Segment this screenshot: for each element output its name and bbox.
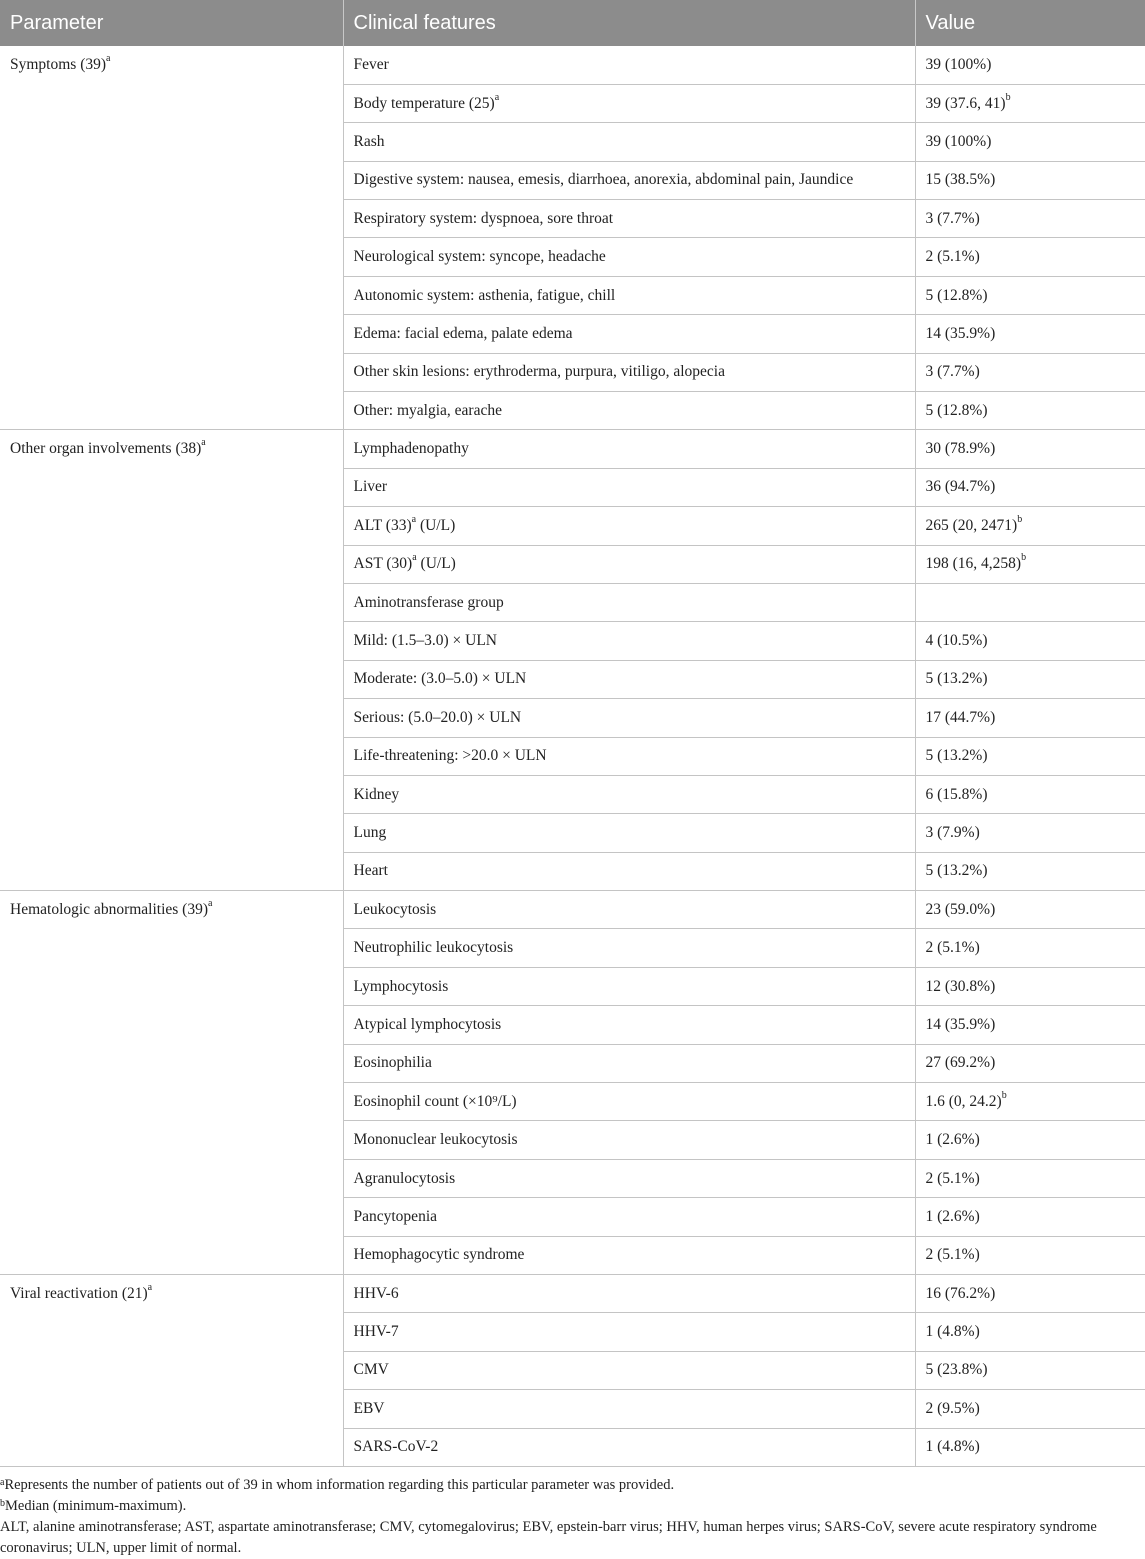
feature-cell: [343, 430, 915, 468]
value-cell: [915, 1351, 1145, 1389]
feature-label: Leukocytosis: [353, 900, 437, 918]
value-cell: [915, 238, 1145, 276]
value-cell: [915, 353, 1145, 391]
value-cell: [915, 1006, 1145, 1044]
footnote-marker: a: [0, 1477, 5, 1488]
table-row: [0, 1275, 1145, 1313]
footnote-text: Median (minimum-maximum).: [5, 1498, 187, 1514]
footnote-marker: a: [494, 91, 500, 103]
feature-label: Edema: facial edema, palate edema: [353, 324, 573, 342]
feature-label: Mild: (1.5–3.0) × ULN: [353, 632, 497, 650]
value-label: 5 (13.2%): [925, 747, 988, 765]
feature-cell: [343, 200, 915, 238]
value-label: 1.6 (0, 24.2): [925, 1092, 1002, 1110]
parameter-cell: [0, 430, 343, 891]
table-row: [0, 891, 1145, 929]
feature-label: Lymphadenopathy: [353, 440, 469, 458]
value-label: 14 (35.9%): [925, 324, 996, 342]
value-label: 1 (4.8%): [925, 1323, 980, 1341]
footnote: [0, 1475, 1135, 1496]
value-cell: [915, 1428, 1145, 1466]
feature-label: Eosinophilia: [353, 1054, 432, 1072]
value-cell: [915, 84, 1145, 122]
value-label: 2 (5.1%): [925, 1169, 980, 1187]
value-label: 1 (2.6%): [925, 1207, 980, 1225]
feature-label: Autonomic system: asthenia, fatigue, chill: [353, 286, 616, 304]
parameter-label: Other organ involvements (38): [10, 440, 202, 458]
footnote-marker: b: [0, 1498, 5, 1509]
footnote-marker: a: [208, 898, 213, 910]
feature-cell: [343, 1428, 915, 1466]
value-label: 3 (7.7%): [925, 363, 980, 381]
feature-cell: [343, 775, 915, 813]
feature-label: Digestive system: nausea, emesis, diarrhoea, anorexia, abdominal pain, Jaundice: [353, 171, 854, 189]
feature-cell: [343, 737, 915, 775]
feature-label: Atypical lymphocytosis: [353, 1015, 502, 1033]
feature-cell: [343, 814, 915, 852]
value-label: 3 (7.9%): [925, 824, 980, 841]
footnote-marker: b: [1005, 91, 1011, 103]
footnotes: [0, 1475, 1135, 1559]
footnote-marker: b: [1001, 1089, 1007, 1101]
value-cell: [915, 814, 1145, 852]
feature-cell: [343, 276, 915, 314]
value-label: 36 (94.7%): [925, 478, 996, 496]
feature-label: Respiratory system: dyspnoea, sore throat: [353, 209, 614, 227]
value-cell: [915, 468, 1145, 506]
feature-label: Body temperature (25): [353, 94, 495, 112]
feature-cell: [343, 1083, 915, 1121]
value-label: 39 (100%): [925, 55, 992, 73]
feature-label: Kidney: [353, 785, 400, 803]
value-cell: [915, 583, 1145, 621]
feature-cell: [343, 468, 915, 506]
value-label: 5 (12.8%): [925, 286, 988, 304]
feature-cell: [343, 353, 915, 391]
value-label: 30 (78.9%): [925, 440, 996, 458]
value-label: 1 (4.8%): [925, 1438, 980, 1456]
footnote-marker: b: [1021, 552, 1027, 564]
feature-label: Rash: [353, 132, 385, 150]
value-cell: [915, 507, 1145, 545]
value-label: 2 (5.1%): [925, 248, 980, 266]
feature-label: Moderate: (3.0–5.0) × ULN: [353, 670, 527, 688]
feature-cell: [343, 622, 915, 660]
value-label: 12 (30.8%): [925, 977, 996, 995]
value-label: 5 (23.8%): [925, 1361, 988, 1379]
feature-unit: (U/L): [416, 516, 456, 534]
value-cell: [915, 1198, 1145, 1236]
feature-cell: [343, 238, 915, 276]
footnote-marker: b: [1017, 513, 1023, 525]
table-body: [0, 46, 1145, 1466]
feature-cell: [343, 891, 915, 929]
value-cell: [915, 1159, 1145, 1197]
value-cell: [915, 929, 1145, 967]
value-label: 2 (5.1%): [925, 1246, 980, 1264]
value-label: 2 (5.1%): [925, 939, 980, 957]
value-cell: [915, 1275, 1145, 1313]
footnote-marker: a: [412, 552, 417, 564]
feature-label: Other: myalgia, earache: [353, 401, 502, 419]
feature-label: HHV-7: [353, 1323, 399, 1341]
value-label: 5 (13.2%): [925, 862, 988, 880]
value-label: 17 (44.7%): [925, 708, 996, 726]
value-cell: [915, 775, 1145, 813]
feature-label: AST (30): [353, 555, 413, 573]
footnote: [0, 1496, 1135, 1517]
feature-cell: [343, 1159, 915, 1197]
feature-cell: [343, 1006, 915, 1044]
header-value: Value: [915, 0, 1145, 46]
feature-label: SARS-CoV-2: [353, 1438, 439, 1456]
feature-label: CMV: [353, 1361, 389, 1379]
feature-cell: [343, 1121, 915, 1159]
feature-label: HHV-6: [353, 1284, 399, 1302]
value-label: 198 (16, 4,258): [925, 555, 1022, 573]
feature-cell: [343, 1236, 915, 1274]
value-cell: [915, 852, 1145, 890]
footnote: [0, 1517, 1135, 1559]
value-cell: [915, 622, 1145, 660]
feature-label: Agranulocytosis: [353, 1169, 456, 1187]
value-cell: [915, 891, 1145, 929]
value-cell: [915, 46, 1145, 84]
value-label: 5 (12.8%): [925, 401, 988, 419]
feature-label: Life-threatening: >20.0 × ULN: [353, 747, 547, 765]
value-label: 39 (37.6, 41): [925, 94, 1006, 112]
value-cell: [915, 1121, 1145, 1159]
header-row: [0, 0, 1145, 46]
value-cell: [915, 737, 1145, 775]
feature-label: Neutrophilic leukocytosis: [353, 939, 514, 957]
feature-label: Eosinophil count (×10⁹/L): [353, 1092, 517, 1110]
feature-cell: [343, 46, 915, 84]
value-cell: [915, 161, 1145, 199]
parameter-cell: [0, 891, 343, 1275]
parameter-label: Hematologic abnormalities (39): [10, 901, 208, 919]
value-cell: [915, 123, 1145, 161]
value-cell: [915, 1044, 1145, 1082]
feature-label: Lung: [353, 824, 387, 841]
feature-label: Liver: [353, 478, 388, 496]
table-row: [0, 46, 1145, 84]
feature-cell: [343, 84, 915, 122]
feature-label: Aminotransferase group: [353, 593, 504, 611]
footnote-text: Represents the number of patients out of 39 in whom information regarding this particular parameter was provided.: [4, 1477, 675, 1493]
feature-cell: [343, 545, 915, 583]
value-cell: [915, 276, 1145, 314]
feature-label: Lymphocytosis: [353, 977, 449, 995]
feature-label: Fever: [353, 55, 389, 73]
value-label: 39 (100%): [925, 132, 992, 150]
value-label: 23 (59.0%): [925, 900, 996, 918]
feature-label: Serious: (5.0–20.0) × ULN: [353, 708, 522, 726]
feature-label: Heart: [353, 862, 388, 880]
feature-cell: [343, 1313, 915, 1351]
feature-cell: [343, 123, 915, 161]
header-parameter: Parameter: [0, 0, 343, 46]
feature-cell: [343, 161, 915, 199]
value-cell: [915, 967, 1145, 1005]
value-cell: [915, 1313, 1145, 1351]
footnote-marker: a: [106, 53, 111, 64]
value-label: 14 (35.9%): [925, 1015, 996, 1033]
header-clinical-features: Clinical features: [343, 0, 915, 46]
value-label: 265 (20, 2471): [925, 516, 1018, 534]
parameter-label: Symptoms (39): [10, 56, 107, 73]
feature-cell: [343, 583, 915, 621]
value-label: 1 (2.6%): [925, 1131, 980, 1149]
parameter-label: Viral reactivation (21): [10, 1285, 148, 1302]
value-label: 3 (7.7%): [925, 209, 980, 227]
feature-cell: [343, 1275, 915, 1313]
feature-label: Neurological system: syncope, headache: [353, 248, 606, 266]
feature-label: Pancytopenia: [353, 1207, 438, 1225]
feature-label: Hemophagocytic syndrome: [353, 1246, 525, 1264]
feature-cell: [343, 929, 915, 967]
feature-cell: [343, 1198, 915, 1236]
table-row: [0, 430, 1145, 468]
value-label: 5 (13.2%): [925, 670, 988, 688]
value-label: 4 (10.5%): [925, 632, 988, 650]
value-label: 27 (69.2%): [925, 1054, 996, 1072]
feature-unit: (U/L): [416, 555, 456, 573]
parameter-cell: [0, 1275, 343, 1467]
value-cell: [915, 200, 1145, 238]
feature-cell: [343, 699, 915, 737]
feature-cell: [343, 1351, 915, 1389]
feature-cell: [343, 315, 915, 353]
feature-cell: [343, 507, 915, 545]
feature-cell: [343, 967, 915, 1005]
feature-label: ALT (33): [353, 516, 412, 534]
feature-cell: [343, 852, 915, 890]
value-cell: [915, 430, 1145, 468]
value-cell: [915, 699, 1145, 737]
value-label: 15 (38.5%): [925, 171, 996, 189]
feature-cell: [343, 1044, 915, 1082]
footnote-marker: a: [147, 1282, 153, 1293]
value-cell: [915, 315, 1145, 353]
value-label: 2 (9.5%): [925, 1399, 980, 1417]
value-label: 6 (15.8%): [925, 785, 988, 803]
value-cell: [915, 545, 1145, 583]
feature-label: Other skin lesions: erythroderma, purpura, vitiligo, alopecia: [353, 363, 725, 381]
feature-cell: [343, 660, 915, 698]
value-cell: [915, 1236, 1145, 1274]
value-cell: [915, 392, 1145, 430]
value-cell: [915, 660, 1145, 698]
footnote-marker: a: [411, 513, 417, 525]
footnote-text: ALT, alanine aminotransferase; AST, aspartate aminotransferase; CMV, cytomegalovirus; EBV, epstein-barr virus; HHV, human herpes virus; SARS-CoV, severe acute respiratory syndrome coronavirus; ULN, upper limit of normal.: [0, 1519, 1097, 1556]
parameter-cell: [0, 46, 343, 430]
value-label: 16 (76.2%): [925, 1284, 996, 1302]
feature-label: EBV: [353, 1399, 385, 1417]
feature-cell: [343, 1390, 915, 1428]
value-cell: [915, 1390, 1145, 1428]
feature-cell: [343, 392, 915, 430]
feature-label: Mononuclear leukocytosis: [353, 1131, 518, 1149]
value-cell: [915, 1083, 1145, 1121]
footnote-marker: a: [201, 437, 206, 449]
